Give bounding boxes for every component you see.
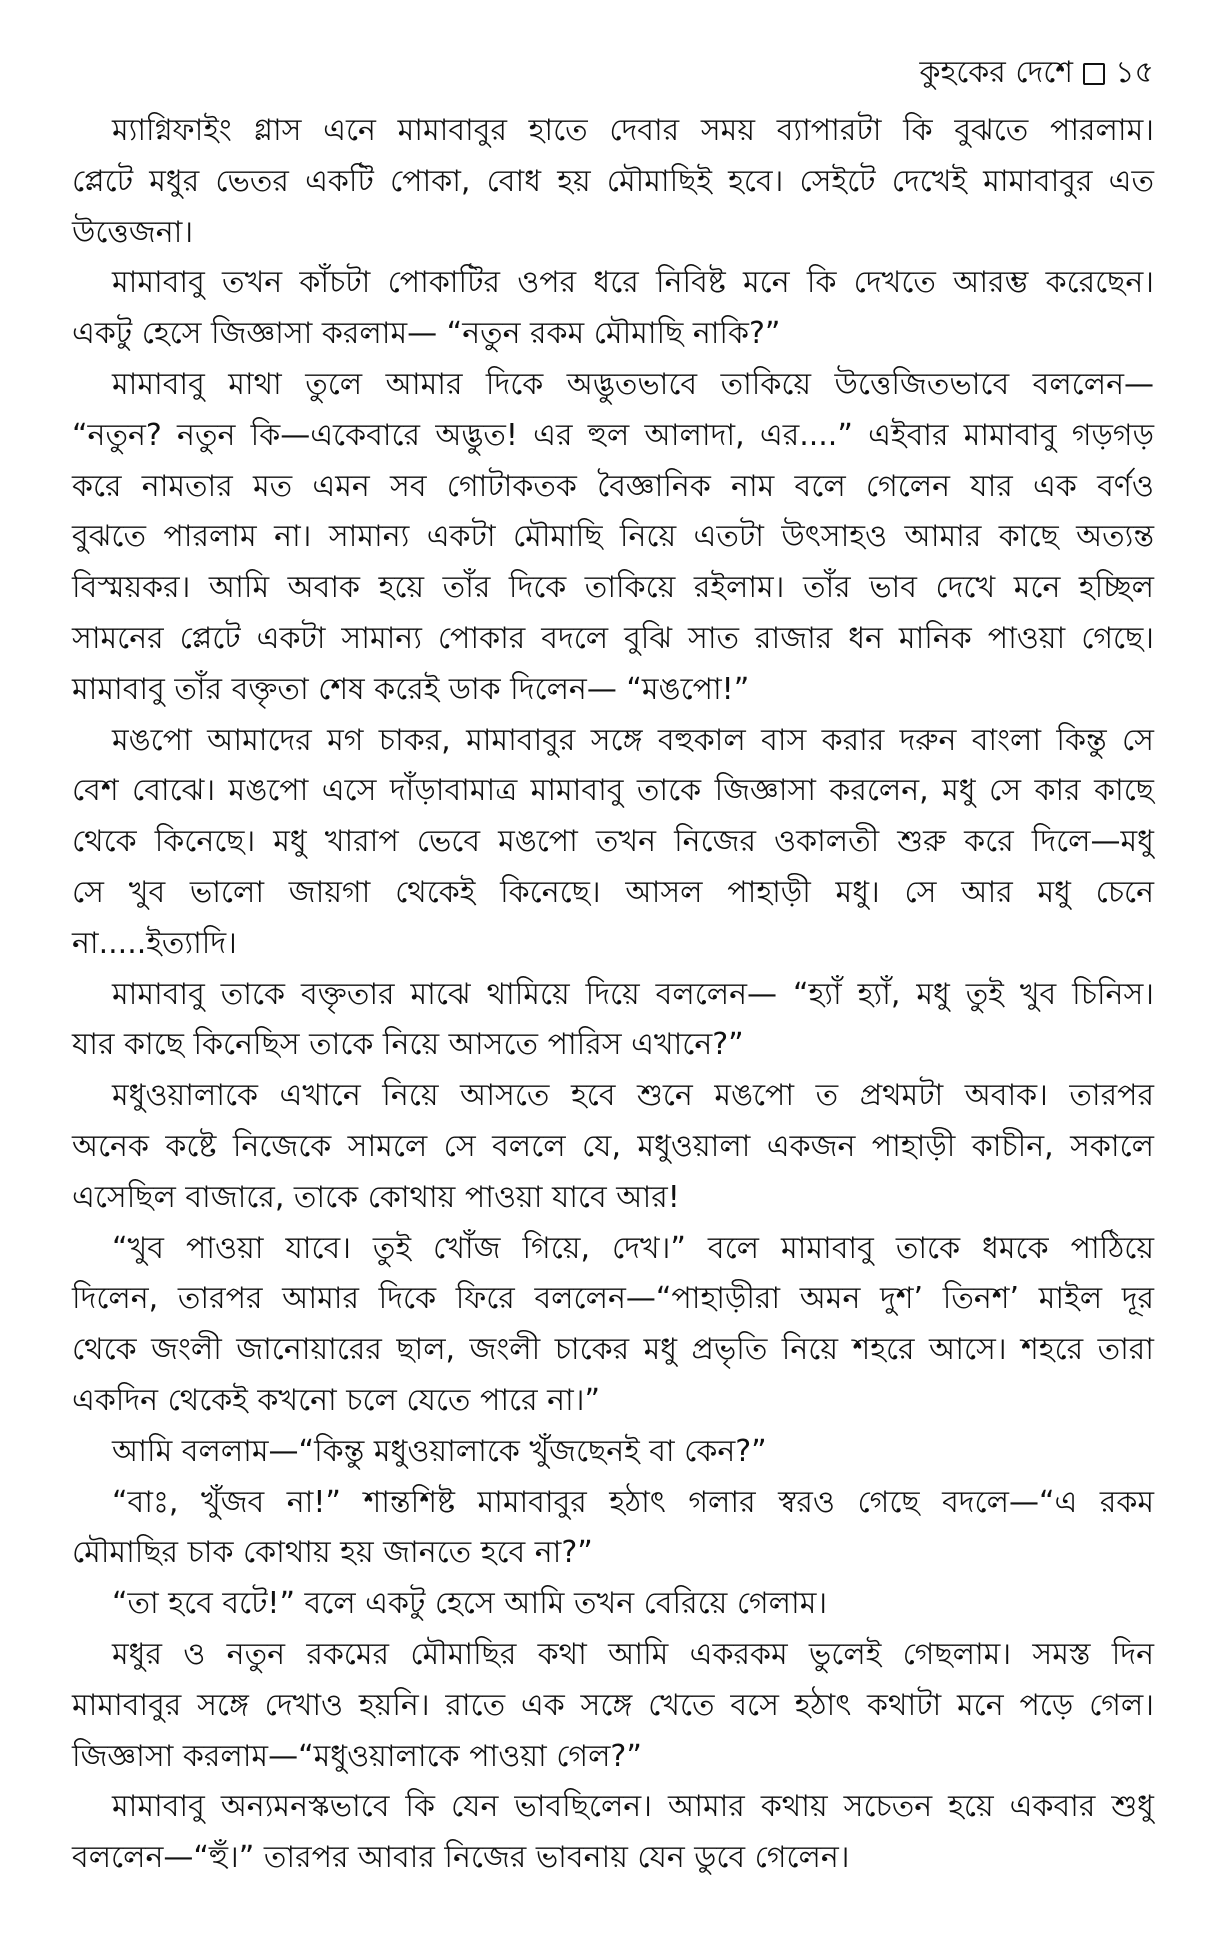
text-line: মামাবাবু তাকে বক্তৃতার মাঝে থামিয়ে দিয়ে বললেন— “হ্যাঁ হ্যাঁ, মধু তুই খুব চিনিস। <box>112 976 1154 1012</box>
square-bullet-icon <box>1083 63 1105 85</box>
text-line: অনেক কষ্টে নিজেকে সামলে সে বললে যে, মধুওয়ালা একজন পাহাড়ী কাচীন, সকালে <box>72 1128 1154 1164</box>
text-line: “বাঃ, খুঁজব না!” শান্তশিষ্ট মামাবাবুর হঠাৎ গলার স্বরও গেছে বদলে—“এ রকম <box>112 1484 1154 1520</box>
text-line: থেকে কিনেছে। মধু খারাপ ভেবে মঙপো তখন নিজের ওকালতী শুরু করে দিলে—মধু <box>72 824 1154 860</box>
text-line: বুঝতে পারলাম না। সামান্য একটা মৌমাছি নিয়ে এতটা উৎসাহও আমার কাছে অত্যন্ত <box>72 519 1154 555</box>
text-line: মামাবাবু মাথা তুলে আমার দিকে অদ্ভুতভাবে তাকিয়ে উত্তেজিতভাবে বললেন— <box>112 366 1154 402</box>
text-line: যার কাছে কিনেছিস তাকে নিয়ে আসতে পারিস এখানে?” <box>72 1027 744 1063</box>
text-line: মামাবাবুর সঙ্গে দেখাও হয়নি। রাতে এক সঙ্গে খেতে বসে হঠাৎ কথাটা মনে পড়ে গেল। <box>72 1687 1154 1723</box>
text-line: মধুওয়ালাকে এখানে নিয়ে আসতে হবে শুনে মঙপো ত প্রথমটা অবাক। তারপর <box>112 1078 1154 1114</box>
running-header <box>919 48 1154 99</box>
text-line: বললেন—“হুঁ।” তারপর আবার নিজের ভাবনায় যেন ডুবে গেলেন। <box>72 1840 850 1876</box>
text-line: একদিন থেকেই কখনো চলে যেতে পারে না।” <box>72 1382 600 1418</box>
text-line: মঙপো আমাদের মগ চাকর, মামাবাবুর সঙ্গে বহুকাল বাস করার দরুন বাংলা কিন্তু সে <box>112 722 1154 758</box>
page-number: ১৫ <box>1115 55 1154 90</box>
text-line: বেশ বোঝে। মঙপো এসে দাঁড়াবামাত্র মামাবাবু তাকে জিজ্ঞাসা করলেন, মধু সে কার কাছে <box>72 773 1154 809</box>
text-line: বিস্ময়কর। আমি অবাক হয়ে তাঁর দিকে তাকিয়ে রইলাম। তাঁর ভাব দেখে মনে হচ্ছিল <box>72 570 1154 606</box>
text-line: মৌমাছির চাক কোথায় হয় জানতে হবে না?” <box>72 1535 593 1571</box>
text-line: উত্তেজনা। <box>72 214 194 250</box>
text-line: মামাবাবু তাঁর বক্তৃতা শেষ করেই ডাক দিলেন— “মঙপো!” <box>72 671 750 707</box>
text-line: জিজ্ঞাসা করলাম—“মধুওয়ালাকে পাওয়া গেল?” <box>72 1738 642 1774</box>
text-line: এসেছিল বাজারে, তাকে কোথায় পাওয়া যাবে আর! <box>72 1179 680 1215</box>
text-line: প্লেটে মধুর ভেতর একটি পোকা, বোধ হয় মৌমাছিই হবে। সেইটে দেখেই মামাবাবুর এত <box>72 163 1154 199</box>
text-line: না.....ইত্যাদি। <box>72 925 237 961</box>
chapter-title: কুহকের দেশে <box>919 55 1074 90</box>
text-line: “তা হবে বটে!” বলে একটু হেসে আমি তখন বেরিয়ে গেলাম। <box>112 1586 828 1622</box>
text-line: মামাবাবু অন্যমনস্কভাবে কি যেন ভাবছিলেন। আমার কথায় সচেতন হয়ে একবার শুধু <box>112 1789 1154 1825</box>
text-line: “খুব পাওয়া যাবে। তুই খোঁজ গিয়ে, দেখ।” বলে মামাবাবু তাকে ধমকে পাঠিয়ে <box>112 1230 1154 1266</box>
text-line: “নতুন? নতুন কি—একেবারে অদ্ভুত! এর হুল আলাদা, এর....” এইবার মামাবাবু গড়গড় <box>72 417 1154 453</box>
text-line: আমি বললাম—“কিন্তু মধুওয়ালাকে খুঁজছেনই বা কেন?” <box>112 1433 767 1469</box>
text-line: একটু হেসে জিজ্ঞাসা করলাম— “নতুন রকম মৌমাছি নাকি?” <box>72 316 781 352</box>
text-line: মামাবাবু তখন কাঁচটা পোকাটির ওপর ধরে নিবিষ্ট মনে কি দেখতে আরম্ভ করেছেন। <box>112 265 1154 301</box>
text-line: সামনের প্লেটে একটা সামান্য পোকার বদলে বুঝি সাত রাজার ধন মানিক পাওয়া গেছে। <box>72 620 1154 656</box>
text-line: মধুর ও নতুন রকমের মৌমাছির কথা আমি একরকম ভুলেই গেছলাম। সমস্ত দিন <box>112 1636 1154 1672</box>
text-line: ম্যাগ্নিফাইং গ্লাস এনে মামাবাবুর হাতে দেবার সময় ব্যাপারটা কি বুঝতে পারলাম। <box>112 113 1154 148</box>
text-line: দিলেন, তারপর আমার দিকে ফিরে বললেন—“পাহাড়ীরা অমন দুশ’ তিনশ’ মাইল দূর <box>72 1281 1154 1317</box>
text-line: থেকে জংলী জানোয়ারের ছাল, জংলী চাকের মধু প্রভৃতি নিয়ে শহরে আসে। শহরে তারা <box>72 1332 1154 1368</box>
text-line: করে নামতার মত এমন সব গোটাকতক বৈজ্ঞানিক নাম বলে গেলেন যার এক বর্ণও <box>72 468 1154 504</box>
text-line: সে খুব ভালো জায়গা থেকেই কিনেছে। আসল পাহাড়ী মধু। সে আর মধু চেনে <box>72 874 1154 910</box>
page-body <box>72 106 1154 1884</box>
